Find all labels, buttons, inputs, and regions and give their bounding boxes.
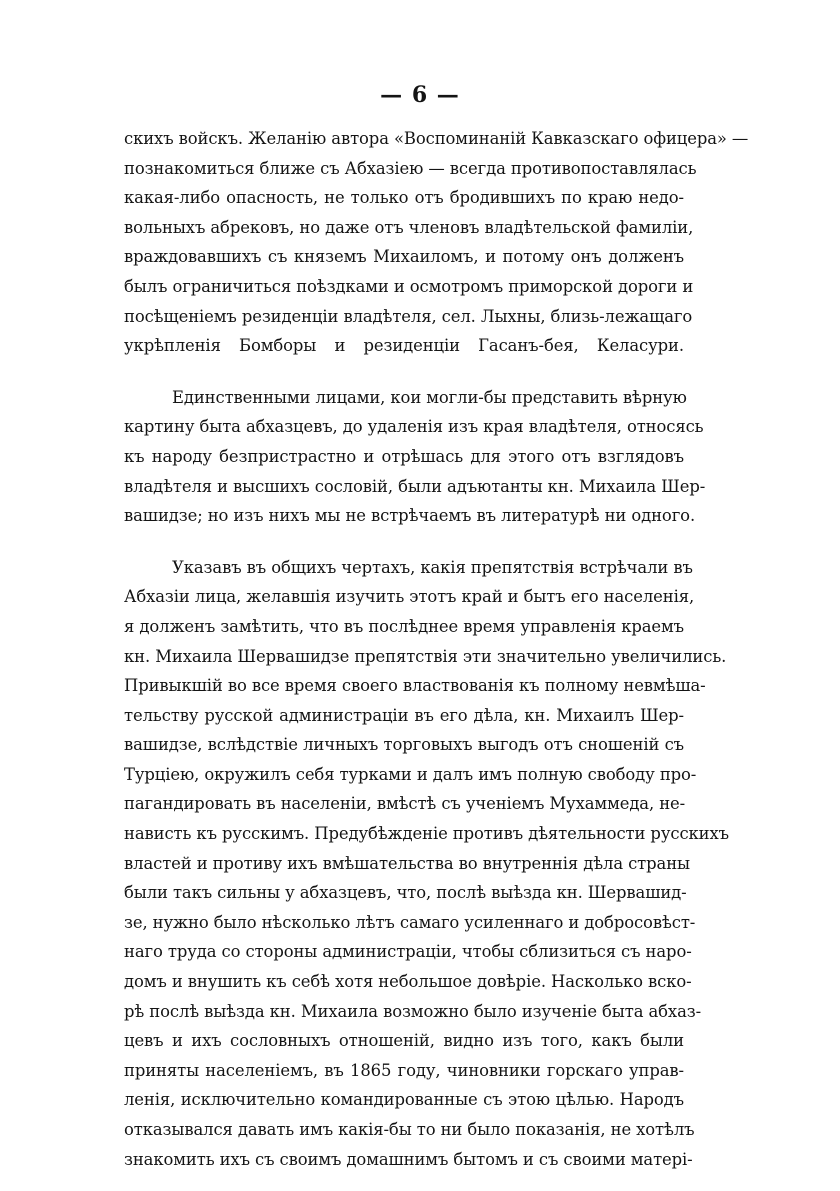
text-line: былъ ограничиться поѣздками и осмотромъ приморской дороги и — [124, 276, 694, 296]
text-line: ленія, исключительно командированные съ этою цѣлью. Народъ — [124, 1090, 684, 1110]
text-line: Привыкшій во все время своего властвованія къ полному невмѣша- — [124, 676, 706, 696]
page-number: — 6 — — [380, 82, 460, 108]
text-line: Единственными лицами, кои могли-бы представить вѣрную — [172, 387, 687, 407]
text-line: кн. Михаила Шервашидзе препятствія эти значительно увеличились. — [124, 646, 727, 666]
text-line: Абхазіи лица, желавшія изучить этотъ край и бытъ его населенія, — [124, 587, 695, 607]
text-line: посѣщеніемъ резиденціи владѣтеля, сел. Лыхны, близь-лежащаго — [124, 306, 693, 326]
text-line: нависть къ русскимъ. Предубѣжденіе противъ дѣятельности русскихъ — [124, 824, 729, 844]
text-line: властей и противу ихъ вмѣшательства во внутреннія дѣла страны — [124, 853, 690, 873]
text-line: пагандировать въ населеніи, вмѣстѣ съ ученіемъ Мухаммеда, не- — [124, 794, 686, 814]
body-text — [124, 124, 749, 1174]
text-line: укрѣпленія Бомборы и резиденціи Гасанъ-бея, Келасури. — [124, 336, 684, 356]
text-line: къ народу безпристрастно и отрѣшась для этого отъ взглядовъ — [124, 446, 684, 466]
text-line: скихъ войскъ. Желанію автора «Воспоминаній Кавказскаго офицера» — — [124, 129, 749, 148]
text-line: тельству русской администраціи въ его дѣла, кн. Михаилъ Шер- — [124, 705, 684, 725]
text-line: картину быта абхазцевъ, до удаленія изъ края владѣтеля, относясь — [124, 417, 704, 437]
text-line: зе, нужно было нѣсколько лѣтъ самаго усиленнаго и добросовѣст- — [124, 912, 696, 932]
text-line: были такъ сильны у абхазцевъ, что, послѣ выѣзда кн. Шервашид- — [124, 883, 687, 903]
text-line: вольныхъ абрековъ, но даже отъ членовъ владѣтельской фамиліи, — [124, 217, 694, 237]
text-line: рѣ послѣ выѣзда кн. Михаила возможно было изученіе быта абхаз- — [124, 1001, 702, 1021]
text-line: вашидзе, вслѣдствіе личныхъ торговыхъ выгодъ отъ сношеній съ — [124, 735, 684, 755]
paragraph-3 — [124, 553, 729, 1174]
text-line: какая-либо опасность, не только отъ бродившихъ по краю недо- — [124, 188, 684, 208]
text-line: цевъ и ихъ сословныхъ отношеній, видно изъ того, какъ были — [124, 1031, 684, 1051]
text-line: приняты населеніемъ, въ 1865 году, чиновники горскаго управ- — [124, 1060, 684, 1080]
text-line: Указавъ въ общихъ чертахъ, какія препятствія встрѣчали въ — [172, 557, 693, 577]
text-line: отказывался давать имъ какія-бы то ни было показанія, не хотѣлъ — [124, 1120, 695, 1139]
text-line: домъ и внушить къ себѣ хотя небольшое довѣріе. Насколько вско- — [124, 972, 692, 992]
text-line: Турціею, окружилъ себя турками и далъ имъ полную свободу про- — [124, 764, 697, 784]
text-line: наго труда со стороны администраціи, чтобы сблизиться съ наро- — [124, 942, 692, 962]
paragraph-1 — [124, 124, 749, 361]
text-line: враждовавшихъ съ княземъ Михаиломъ, и потому онъ долженъ — [124, 247, 684, 267]
paragraph-2 — [124, 383, 706, 531]
text-line: вашидзе; но изъ нихъ мы не встрѣчаемъ въ литературѣ ни одного. — [124, 506, 696, 526]
text-line: я долженъ замѣтить, что въ послѣднее время управленія краемъ — [124, 616, 684, 636]
text-line: познакомиться ближе съ Абхазіею — всегда противопоставлялась — [124, 158, 697, 178]
text-line: знакомить ихъ съ своимъ домашнимъ бытомъ и съ своими матері- — [124, 1149, 693, 1169]
text-line: владѣтеля и высшихъ сословій, были адъютанты кн. Михаила Шер- — [124, 476, 706, 496]
